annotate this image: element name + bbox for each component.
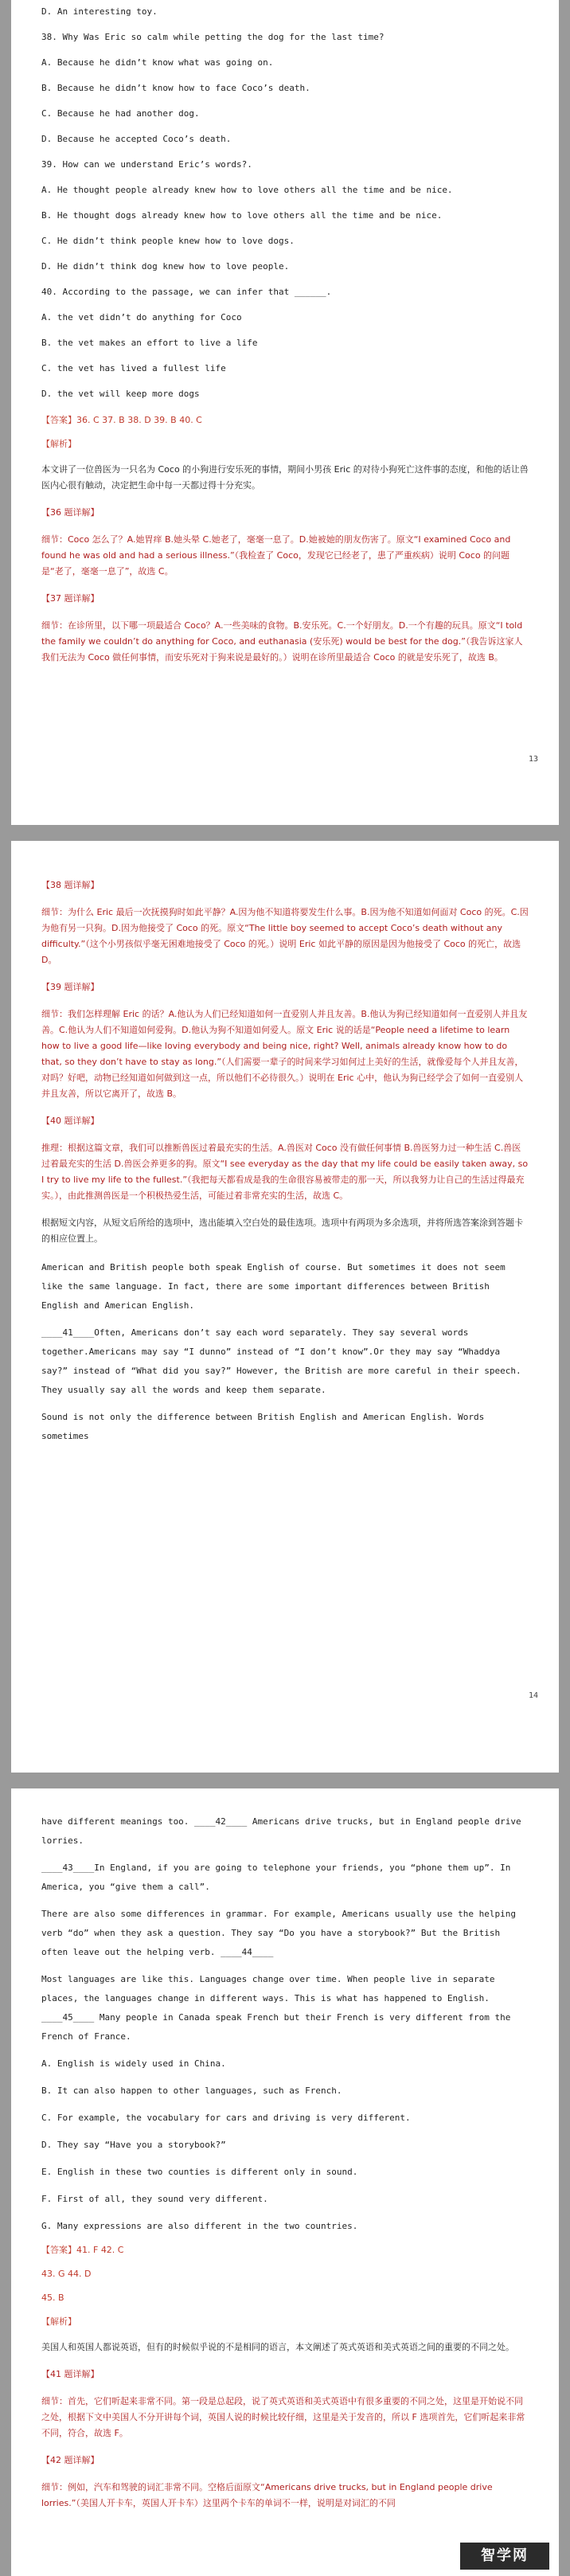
text-line: C. He didn’t think people knew how to love dogs. [41, 236, 295, 246]
text-line: A. English is widely used in China. [41, 2058, 226, 2069]
text-line: F. First of all, they sound very different. [41, 2194, 268, 2204]
text-line: have different meanings too. ____42____ Americans drive trucks, but in England people drive lorries. [41, 1816, 521, 1846]
text-line: 39. How can we understand Eric’s words?. [41, 159, 252, 170]
text-line: 推理：根据这篇文章，我们可以推断兽医过着最充实的生活。A.兽医对 Coco 没有做任何事情 B.兽医努力过一种生活 C.兽医过着最充实的生活 D.兽医会养更多的狗。原文“I see everyday as the day that my life could be easily taken away, so I try to live my life to the fullest.”（我把每天都看成是我的生命很容易被带走的那一天，所以我努力让自己的生活过得最充实。），由此推测兽医是一个积极热爱生活，可能过着非常充实的生活，故选 C。 [41, 1143, 529, 1201]
text-line: 本文讲了一位兽医为一只名为 Coco 的小狗进行安乐死的事情，期间小男孩 Eric 的对待小狗死亡这件事的态度，和他的话让兽医内心很有触动，决定把生命中每一天都过得十分充实。 [41, 464, 529, 491]
text-line: C. For example, the vocabulary for cars and driving is very different. [41, 2113, 411, 2123]
text-line: ____43____In England, if you are going to telephone your friends, you “phone them up”. In America, you “give them a call”. [41, 1863, 511, 1892]
text-line: B. It can also happen to other languages, such as French. [41, 2085, 342, 2096]
text-line: D. They say “Have you a storybook?” [41, 2140, 226, 2150]
text-line: 【39 题详解】 [41, 982, 100, 992]
text-line: 【解析】 [41, 2316, 76, 2327]
document-page-13 [11, 0, 559, 825]
text-line: B. the vet makes an effort to live a life [41, 338, 258, 348]
page-number: 14 [528, 1691, 538, 1700]
watermark-logo: 智学网 [460, 2543, 549, 2570]
text-line: 【答案】41. F 42. C [41, 2245, 124, 2255]
text-line: 根据短文内容，从短文后所给的选项中，选出能填入空白处的最佳选项。选项中有两项为多余选项，并将所选答案涂到答题卡的相应位置上。 [41, 1218, 523, 1244]
text-line: 【38 题详解】 [41, 880, 100, 890]
text-line: Most languages are like this. Languages change over time. When people live in separate places, the languages change in different ways. This is what has happened to English. ____45____ Many people in Canada speak French but their French is very different from the French of France. [41, 1974, 511, 2042]
text-line: Sound is not only the difference between British English and American English. Words sometimes [41, 1412, 485, 1441]
text-line: 细节：例如，汽车和驾驶的词汇非常不同。空格后面原文“Americans drive trucks, but in England people drive lorries.”（美国人开卡车，英国人开卡车）这里两个卡车的单词不一样，说明是对词汇的不同 [41, 2482, 493, 2508]
text-line: B. Because he didn’t know how to face Coco’s death. [41, 83, 310, 93]
text-line: 【42 题详解】 [41, 2455, 100, 2465]
text-line: 细节：为什么 Eric 最后一次抚摸狗时如此平静？A.因为他不知道将要发生什么事。B.因为他不知道如何面对 Coco 的死。C.因为他有另一只狗。D.因为他接受了 Coco 的死。原文“The little boy seemed to accept Coco’s death without any difficulty.”（这个小男孩似乎毫无困难地接受了 Coco 的死。）说明 Eric 如此平静的原因是因为他接受了 Coco 的死亡，故选 D。 [41, 907, 529, 965]
text-line: A. the vet didn’t do anything for Coco [41, 312, 242, 322]
text-line: 【解析】 [41, 439, 76, 449]
text-line: D. He didn’t think dog knew how to love people. [41, 261, 290, 272]
page-content [41, 1788, 529, 2512]
document-page-15 [11, 1788, 559, 2576]
text-line: D. Because he accepted Coco’s death. [41, 134, 232, 144]
text-line: There are also some differences in grammar. For example, Americans usually use the helping verb “do” when they ask a question. They say “Do you have a storybook?” But the British often leave out the helping verb. ____44____ [41, 1909, 517, 1957]
text-line: 45. B [41, 2293, 64, 2303]
text-line: 细节：首先，它们听起来非常不同。第一段是总起段，说了英式英语和美式英语中有很多重要的不同之处，这里是开始说不同之处，根据下文中美国人不分开讲每个词，英国人说的时候比较仔细，这里是关于发音的，所以 F 选项首先，它们听起来非常不同，符合，故选 F。 [41, 2396, 525, 2438]
text-line: D. An interesting toy. [41, 6, 158, 17]
text-line: 细节：我们怎样理解 Eric 的话？A.他认为人们已经知道如何一直爱别人并且友善。B.他认为狗已经知道如何一直爱别人并且友善。C.他认为人们不知道如何爱狗。D.他认为狗不知道如何爱人。原文 Eric 说的话是“People need a lifetime to learn how to live a good life—like loving everybody and being nice, right? Well, animals already know how to do that, so they don’t have to stay as long.”（人们需要一辈子的时间来学习如何过上美好的生活，就像爱每个人并且友善，对吗？好吧，动物已经知道如何做到这一点，所以他们不必待很久。）说明在 Eric 心中，他认为狗已经学会了如何一直爱别人并且友善，所以它离开了，故选 B。 [41, 1009, 528, 1099]
text-line: 40. According to the passage, we can infer that ______. [41, 287, 332, 297]
text-line: 【41 题详解】 [41, 2369, 100, 2379]
text-line: 43. G 44. D [41, 2269, 92, 2279]
text-line: C. Because he had another dog. [41, 108, 200, 119]
text-line: ____41____Often, Americans don’t say each word separately. They say several words together.Americans may say “I dunno” instead of “I don’t know”.Or they may say “Whaddya say?” instead of “What did you say?” However, the British are more careful in their speech. They usually say all the words and keep them separate. [41, 1327, 521, 1395]
text-line: 38. Why Was Eric so calm while petting the dog for the last time? [41, 32, 385, 42]
text-line: 美国人和英国人都说英语，但有的时候似乎说的不是相同的语言，本文阐述了英式英语和美式英语之间的重要的不同之处。 [41, 2342, 514, 2352]
document-page-14 [11, 841, 559, 1773]
text-line: 细节：在诊所里，以下哪一项最适合 Coco？A.一些美味的食物。B.安乐死。C.一个好朋友。D.一个有趣的玩具。原文“I told the family we couldn’t do anything for Coco, and euthanasia (安乐死) would be best for the dog.”（我告诉这家人我们无法为 Coco 做任何事情，而安乐死对于狗来说是最好的。）说明在诊所里最适合 Coco 的就是安乐死了，故选 B。 [41, 620, 523, 663]
text-line: A. Because he didn’t know what was going on. [41, 57, 274, 68]
text-line: D. the vet will keep more dogs [41, 389, 200, 399]
text-line: B. He thought dogs already knew how to love others all the time and be nice. [41, 210, 443, 221]
text-line: 【36 题详解】 [41, 507, 100, 518]
page-content [41, 0, 529, 666]
text-line: American and British people both speak English of course. But sometimes it does not seem like the same language. In fact, there are some important differences between British English and American English. [41, 1262, 506, 1311]
text-line: 【40 题详解】 [41, 1116, 100, 1126]
text-line: E. English in these two counties is different only in sound. [41, 2167, 358, 2177]
text-line: 【37 题详解】 [41, 593, 100, 604]
page-number: 13 [528, 755, 538, 764]
text-line: G. Many expressions are also different in the two countries. [41, 2221, 358, 2231]
text-line: 细节：Coco 怎么了？A.她胃痒 B.她头晕 C.她老了，毫毫一息了。D.她被她的朋友伤害了。原文“I examined Coco and found he was old and had a serious illness.”（我检查了 Coco，发现它已经老了，患了严重疾病）说明 Coco 的问题是“老了，毫毫一息了”，故选 C。 [41, 534, 511, 577]
page-content [41, 841, 529, 1446]
text-line: A. He thought people already knew how to love others all the time and be nice. [41, 185, 453, 195]
text-line: C. the vet has lived a fullest life [41, 363, 226, 373]
text-line: 【答案】36. C 37. B 38. D 39. B 40. C [41, 415, 202, 425]
